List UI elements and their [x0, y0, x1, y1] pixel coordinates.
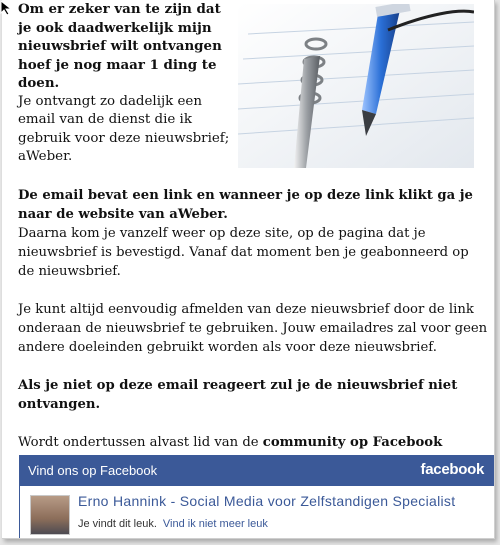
- facebook-header: [20, 456, 494, 486]
- unlike-link[interactable]: Vind ik niet meer leuk: [162, 518, 268, 530]
- email-heading: De email bevat een link en wanneer je op deze link klikt ga je naar de website van aWeber.: [18, 188, 473, 222]
- main-content: [18, 186, 488, 471]
- facebook-like-status: [78, 518, 268, 530]
- intro-text: Je ontvangt zo dadelijk een email van de dienst die ik gebruik voor deze nieuwsbrief; aWeber.: [18, 93, 230, 164]
- avatar[interactable]: [30, 495, 70, 535]
- warning-text: Als je niet op deze email reageert zul je de nieuwsbrief niet ontvangen.: [18, 378, 458, 412]
- email-text: Daarna kom je vanzelf weer op deze site, op de pagina dat je nieuwsbrief is bevestigd. Vanaf dat moment ben je geabonneerd op de nieuwsbrief.: [18, 226, 469, 279]
- facebook-logo[interactable]: facebook: [420, 461, 484, 478]
- community-prefix: Wordt ondertussen alvast lid van de: [18, 435, 263, 450]
- facebook-like-box: [19, 455, 495, 539]
- community-link-text: community op Facebook: [262, 435, 443, 450]
- intro-block: [18, 0, 233, 167]
- intro-heading: Om er zeker van te zijn dat je ook daadwerkelijk mijn nieuwsbrief wilt ontvangen hoef je nog maar 1 ding te doen.: [18, 1, 222, 91]
- unsubscribe-text: Je kunt altijd eenvoudig afmelden van deze nieuwsbrief door de link onderaan de nieuwsbrief te gebruiken. Jouw emailadres zal voor geen andere doeleinden gebruikt worden als voor deze nieuwsbrief.: [18, 302, 488, 355]
- notebook-pen-image: [238, 4, 474, 168]
- facebook-page-name[interactable]: Erno Hannink - Social Media voor Zelfstandigen Specialist: [78, 493, 456, 509]
- facebook-header-title[interactable]: Vind ons op Facebook: [28, 463, 158, 478]
- like-text: Je vindt dit leuk.: [78, 518, 157, 530]
- mouse-cursor-icon: [0, 0, 14, 16]
- facebook-body: [20, 486, 494, 539]
- page-frame: [2, 0, 495, 539]
